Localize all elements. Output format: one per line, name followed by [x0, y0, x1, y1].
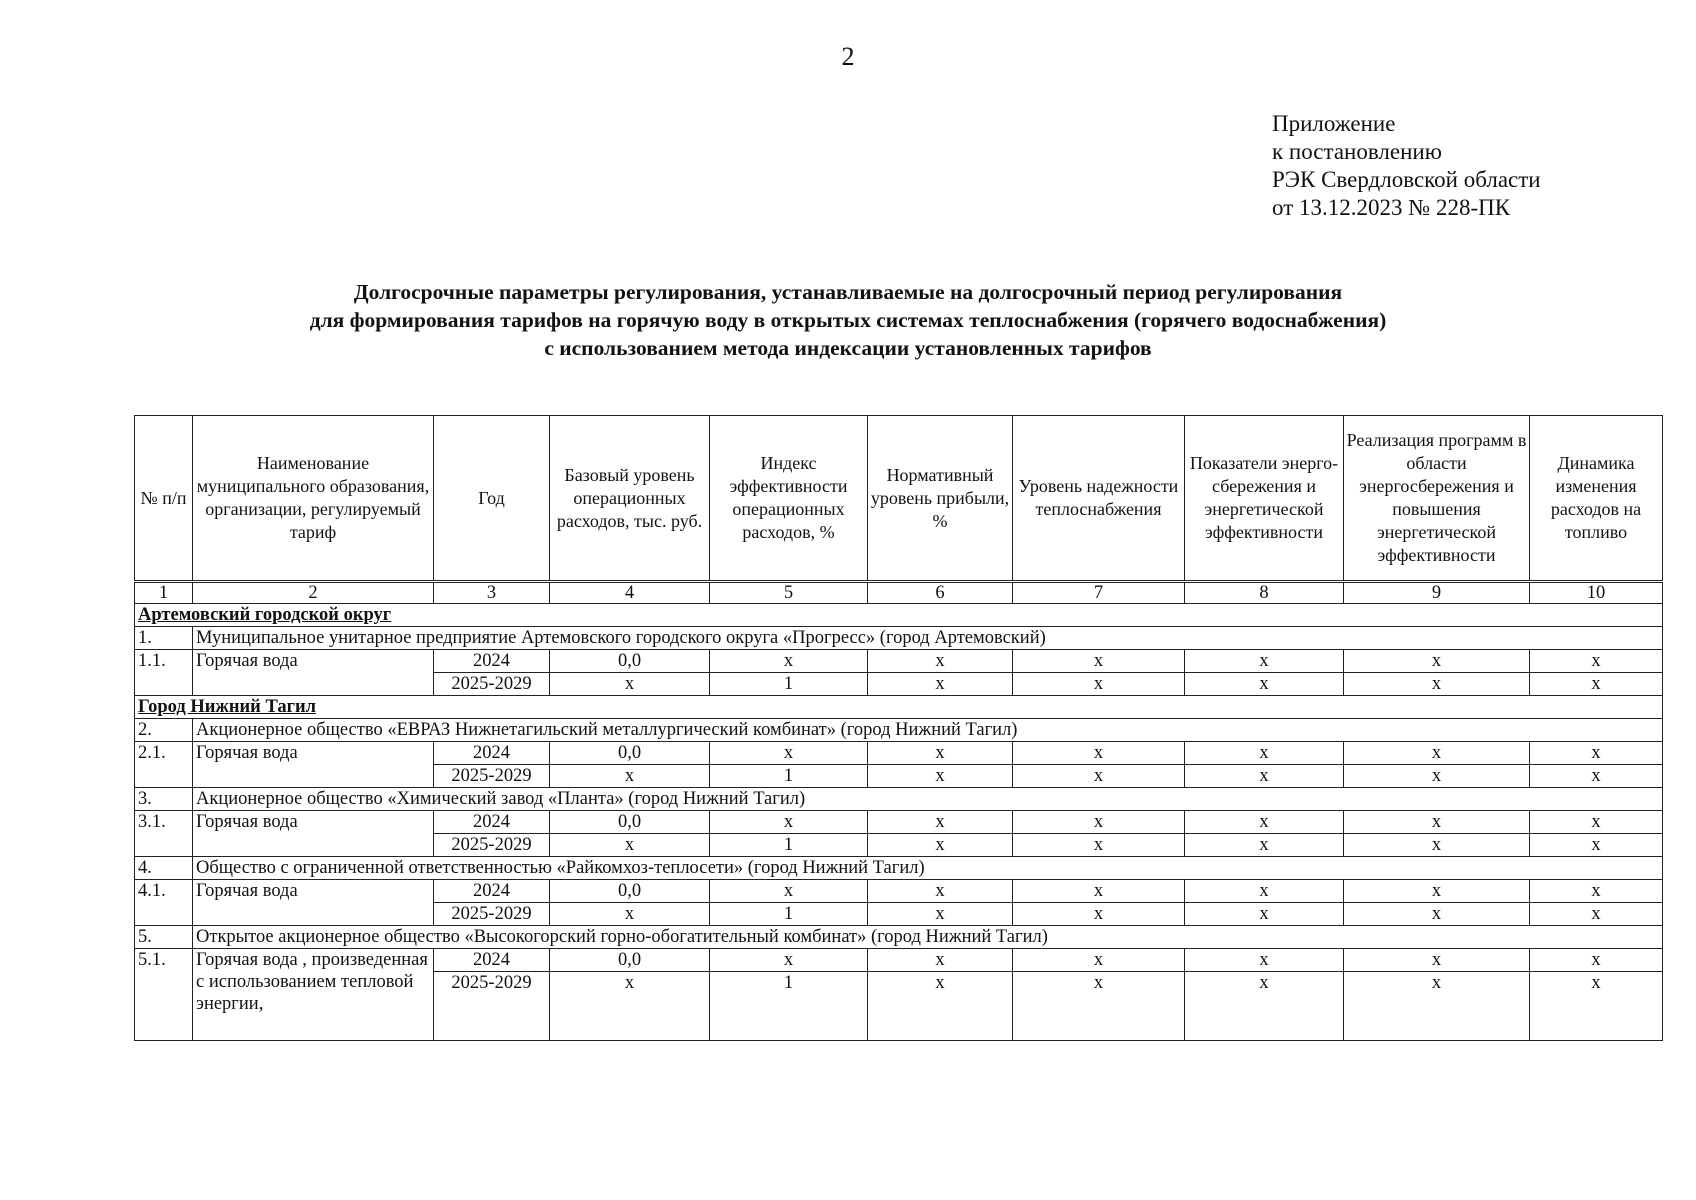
column-number-cell: 3 — [434, 582, 550, 604]
value-cell: х — [1185, 742, 1344, 765]
value-cell: х — [1344, 742, 1530, 765]
value-cell: х — [1344, 811, 1530, 834]
table-row — [135, 949, 1663, 972]
header-cell: Уровень надежности теплоснабжения — [1013, 416, 1185, 582]
value-cell: х — [550, 673, 710, 696]
value-cell: х — [1013, 972, 1185, 1041]
value-cell: х — [1013, 742, 1185, 765]
header-cell: Индекс эффективности операционных расходов, % — [710, 416, 868, 582]
value-cell: х — [1344, 673, 1530, 696]
value-cell: х — [1530, 880, 1663, 903]
organization-number: 5. — [135, 926, 193, 949]
region-name: Артемовский городской округ — [135, 604, 1663, 627]
value-cell: х — [710, 880, 868, 903]
value-cell: х — [1185, 949, 1344, 972]
value-cell: х — [868, 834, 1013, 857]
value-cell: 1 — [710, 673, 868, 696]
value-cell: х — [550, 765, 710, 788]
table-row — [135, 742, 1663, 765]
appendix-line: к постановлению — [1272, 139, 1442, 164]
organization-row — [135, 627, 1663, 650]
column-number-cell: 2 — [193, 582, 434, 604]
document-title — [0, 278, 1696, 362]
year-cell: 2025-2029 — [434, 972, 550, 1041]
value-cell: х — [1530, 650, 1663, 673]
value-cell: х — [1530, 903, 1663, 926]
year-cell: 2024 — [434, 811, 550, 834]
header-cell: Динамика изменения расходов на топливо — [1530, 416, 1663, 582]
value-cell: х — [1185, 673, 1344, 696]
value-cell: х — [710, 811, 868, 834]
value-cell: х — [868, 972, 1013, 1041]
column-number-cell: 1 — [135, 582, 193, 604]
column-number-cell: 7 — [1013, 582, 1185, 604]
title-line: для формирования тарифов на горячую воду в открытых системах теплоснабжения (горячего водоснабжения) — [309, 308, 1387, 332]
item-number: 4.1. — [135, 880, 193, 926]
header-cell: № п/п — [135, 416, 193, 582]
year-cell: 2024 — [434, 880, 550, 903]
value-cell: х — [1344, 972, 1530, 1041]
organization-name: Открытое акционерное общество «Высокогорский горно-обогатительный комбинат» (город Нижний Тагил) — [193, 926, 1663, 949]
column-number-row — [135, 582, 1663, 604]
table-row — [135, 811, 1663, 834]
header-cell: Базовый уровень операционных расходов, тыс. руб. — [550, 416, 710, 582]
value-cell: х — [868, 949, 1013, 972]
value-cell: х — [710, 949, 868, 972]
organization-row — [135, 788, 1663, 811]
value-cell: х — [1344, 903, 1530, 926]
value-cell: х — [1185, 972, 1344, 1041]
value-cell: 0,0 — [550, 742, 710, 765]
tariff-name: Горячая вода — [193, 880, 434, 926]
tariff-name: Горячая вода — [193, 742, 434, 788]
organization-number: 4. — [135, 857, 193, 880]
value-cell: х — [868, 811, 1013, 834]
value-cell: х — [1185, 650, 1344, 673]
column-number-cell: 4 — [550, 582, 710, 604]
organization-name: Акционерное общество «Химический завод «Планта» (город Нижний Тагил) — [193, 788, 1663, 811]
value-cell: 1 — [710, 903, 868, 926]
value-cell: х — [550, 972, 710, 1041]
header-cell: Реализация программ в области энергосбережения и повышения энергетической эффективности — [1344, 416, 1530, 582]
column-number-cell: 8 — [1185, 582, 1344, 604]
appendix-line: от 13.12.2023 № 228-ПК — [1272, 195, 1511, 220]
value-cell: 0,0 — [550, 650, 710, 673]
appendix-line: Приложение — [1272, 111, 1396, 136]
year-cell: 2025-2029 — [434, 765, 550, 788]
value-cell: х — [710, 650, 868, 673]
tariff-name: Горячая вода , произведенная с использованием тепловой энергии, — [193, 949, 434, 1041]
organization-name: Муниципальное унитарное предприятие Артемовского городского округа «Прогресс» (город Артемовский) — [193, 627, 1663, 650]
value-cell: х — [1013, 834, 1185, 857]
value-cell: х — [1344, 650, 1530, 673]
organization-row — [135, 857, 1663, 880]
value-cell: х — [550, 834, 710, 857]
value-cell: х — [1185, 880, 1344, 903]
value-cell: 1 — [710, 834, 868, 857]
value-cell: х — [1013, 811, 1185, 834]
value-cell: 0,0 — [550, 811, 710, 834]
item-number: 3.1. — [135, 811, 193, 857]
value-cell: х — [868, 765, 1013, 788]
tariff-parameters-table — [134, 415, 1663, 1041]
value-cell: х — [1344, 834, 1530, 857]
organization-number: 1. — [135, 627, 193, 650]
column-number-cell: 5 — [710, 582, 868, 604]
year-cell: 2025-2029 — [434, 834, 550, 857]
column-number-cell: 9 — [1344, 582, 1530, 604]
organization-row — [135, 926, 1663, 949]
table-row — [135, 650, 1663, 673]
organization-name: Общество с ограниченной ответственностью «Райкомхоз-теплосети» (город Нижний Тагил) — [193, 857, 1663, 880]
value-cell: х — [1530, 972, 1663, 1041]
organization-number: 3. — [135, 788, 193, 811]
value-cell: х — [868, 673, 1013, 696]
header-cell: Показатели энерго-сбережения и энергетической эффективности — [1185, 416, 1344, 582]
value-cell: х — [1344, 765, 1530, 788]
value-cell: 1 — [710, 972, 868, 1041]
value-cell: х — [1530, 834, 1663, 857]
title-line: с использованием метода индексации установленных тарифов — [544, 336, 1152, 360]
tariff-name: Горячая вода — [193, 811, 434, 857]
value-cell: х — [868, 650, 1013, 673]
value-cell: х — [1013, 949, 1185, 972]
header-cell: Год — [434, 416, 550, 582]
value-cell: х — [1013, 673, 1185, 696]
value-cell: х — [550, 903, 710, 926]
value-cell: х — [1013, 765, 1185, 788]
value-cell: х — [1013, 880, 1185, 903]
header-cell: Нормативный уровень прибыли, % — [868, 416, 1013, 582]
organization-name: Акционерное общество «ЕВРАЗ Нижнетагильский металлургический комбинат» (город Нижний Тагил) — [193, 719, 1663, 742]
value-cell: х — [1013, 650, 1185, 673]
value-cell: х — [1185, 811, 1344, 834]
item-number: 5.1. — [135, 949, 193, 1041]
value-cell: х — [1530, 811, 1663, 834]
year-cell: 2025-2029 — [434, 903, 550, 926]
appendix-reference — [1272, 110, 1541, 222]
value-cell: х — [868, 880, 1013, 903]
value-cell: х — [868, 903, 1013, 926]
item-number: 2.1. — [135, 742, 193, 788]
table-row — [135, 880, 1663, 903]
value-cell: х — [1344, 949, 1530, 972]
column-number-cell: 6 — [868, 582, 1013, 604]
value-cell: х — [1530, 742, 1663, 765]
value-cell: х — [1344, 880, 1530, 903]
value-cell: х — [1530, 673, 1663, 696]
value-cell: х — [1530, 765, 1663, 788]
value-cell: 0,0 — [550, 949, 710, 972]
value-cell: х — [1530, 949, 1663, 972]
value-cell: 1 — [710, 765, 868, 788]
year-cell: 2024 — [434, 650, 550, 673]
header-cell: Наименование муниципального образования, организации, регулируемый тариф — [193, 416, 434, 582]
value-cell: х — [868, 742, 1013, 765]
value-cell: х — [710, 742, 868, 765]
value-cell: х — [1013, 903, 1185, 926]
year-cell: 2024 — [434, 742, 550, 765]
table-header-row — [135, 416, 1663, 582]
column-number-cell: 10 — [1530, 582, 1663, 604]
value-cell: 0,0 — [550, 880, 710, 903]
year-cell: 2024 — [434, 949, 550, 972]
year-cell: 2025-2029 — [434, 673, 550, 696]
tariff-name: Горячая вода — [193, 650, 434, 696]
organization-row — [135, 719, 1663, 742]
organization-number: 2. — [135, 719, 193, 742]
value-cell: х — [1185, 765, 1344, 788]
value-cell: х — [1185, 834, 1344, 857]
region-row — [135, 696, 1663, 719]
item-number: 1.1. — [135, 650, 193, 696]
region-name: Город Нижний Тагил — [135, 696, 1663, 719]
title-line: Долгосрочные параметры регулирования, устанавливаемые на долгосрочный период регулирования — [353, 280, 1343, 304]
region-row — [135, 604, 1663, 627]
page-number: 2 — [841, 42, 855, 71]
value-cell: х — [1185, 903, 1344, 926]
appendix-line: РЭК Свердловской области — [1272, 167, 1541, 192]
